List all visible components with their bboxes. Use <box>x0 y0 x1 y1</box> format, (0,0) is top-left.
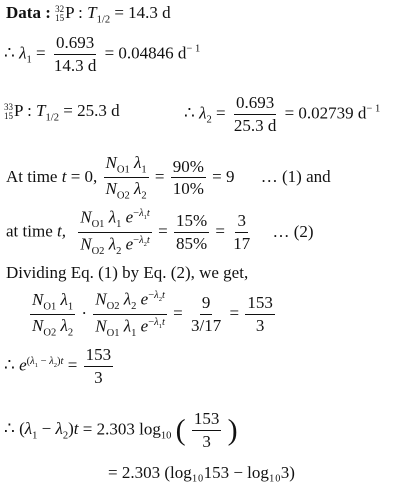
data-line: Data : 32 15 P : $T_{1/2} = 14.3$ d <box>6 3 171 26</box>
equation-tag-2: … (2) <box>272 221 314 241</box>
percent-fraction-2: $\frac{15\%}{85\%}$ <box>175 211 208 254</box>
equation-tag-1: … (1) and <box>260 166 331 186</box>
final-line: = 2.303 (log₁₀153 − log₁₀3) <box>108 463 295 482</box>
ratio-fraction-b: $\frac{N_{O2} \lambda_2 e^{-\lambda_2t}}{N_{O1} \lambda_1 e^{-\lambda_1t}}$ <box>95 289 165 340</box>
p32-nuclide: 32 15 <box>55 3 65 24</box>
ratio-line: $\frac{N_{O1} \lambda_1}{N_{O2} \lambda_2}$ · $\frac{N_{O2} \lambda_2 e^{-\lambda_2t}}{N_{O1} \lambda_1 e^{-\lambda_1t}}$ = $\frac{9}{3/17}$ = $\frac{153}{3}$ <box>32 289 273 340</box>
log-line: ∴ $(\lambda_1 - \lambda_2)t = 2.303$ $\log_{10}$ ( $\frac{153}{3}$ ) <box>4 409 238 451</box>
percent-fraction: $\frac{90\%}{10\%}$ <box>172 156 204 199</box>
ratio-fraction-c: $\frac{9}{3/17}$ <box>191 293 222 336</box>
p33-halflife: = 25.3 d <box>63 101 120 120</box>
ratio-fraction-a: $\frac{N_{O1} \lambda_1}{N_{O2} \lambda_2}$ <box>32 289 74 339</box>
p32-halflife: = 14.3 d <box>114 3 171 22</box>
lambda1-fraction: $\frac{0.693}{14.3 d}$ <box>53 33 97 75</box>
ratio-fraction-d: $\frac{153}{3}$ <box>247 293 273 336</box>
p33-line: 33 15 P : $T_{1/2} = 25.3$ d <box>4 101 120 124</box>
p33-nuclide: 33 15 <box>4 101 13 122</box>
log-fraction: $\frac{153}{3}$ <box>193 409 220 451</box>
dividing-line: Dividing Eq. (1) by Eq. (2), we get, <box>6 263 249 282</box>
exp-fraction: $\frac{153}{3}$ <box>85 345 112 387</box>
simple-fraction: $\frac{3}{17}$ <box>233 211 251 254</box>
lambda2-line: ∴ $\lambda_2$ = $\frac{0.693}{25.3 d}$ = 0.02739 $d^{- 1}$ <box>184 93 381 135</box>
time-t-line: at time t, $\frac{N_{O1} \lambda_1 e^{-\lambda_1t}}{N_{O2} \lambda_2 e^{-\lambda_2t}}$ = $\frac{15\%}{85\%}$ = $\frac{3}{17}$ … (2) <box>6 207 314 258</box>
lambda2-fraction: $\frac{0.693}{25.3 d}$ <box>233 93 277 135</box>
decay-ratio-fraction: $\frac{N_{O1} \lambda_1 e^{-\lambda_1t}}{N_{O2} \lambda_2 e^{-\lambda_2t}}$ <box>80 207 150 258</box>
half-life-symbol: T <box>87 3 97 22</box>
lambda1-line: ∴ $\lambda_1$ = $\frac{0.693}{14.3 d}$ = 0.04846 $d^{- 1}$ <box>4 33 201 75</box>
time-zero-line: At time t = 0, $\frac{N_{O1} \lambda_1}{N_{O2} \lambda_2}$ = $\frac{90\%}{10\%}$ = 9 … (1) and <box>6 153 331 202</box>
exponent-line: ∴ $e^{(\lambda_1 - \lambda_2)t}$ = $\frac{153}{3}$ <box>4 345 112 387</box>
data-label: Data : <box>6 3 51 22</box>
activity-ratio-fraction: $\frac{N_{O1} \lambda_1}{N_{O2} \lambda_2}$ <box>105 153 147 202</box>
